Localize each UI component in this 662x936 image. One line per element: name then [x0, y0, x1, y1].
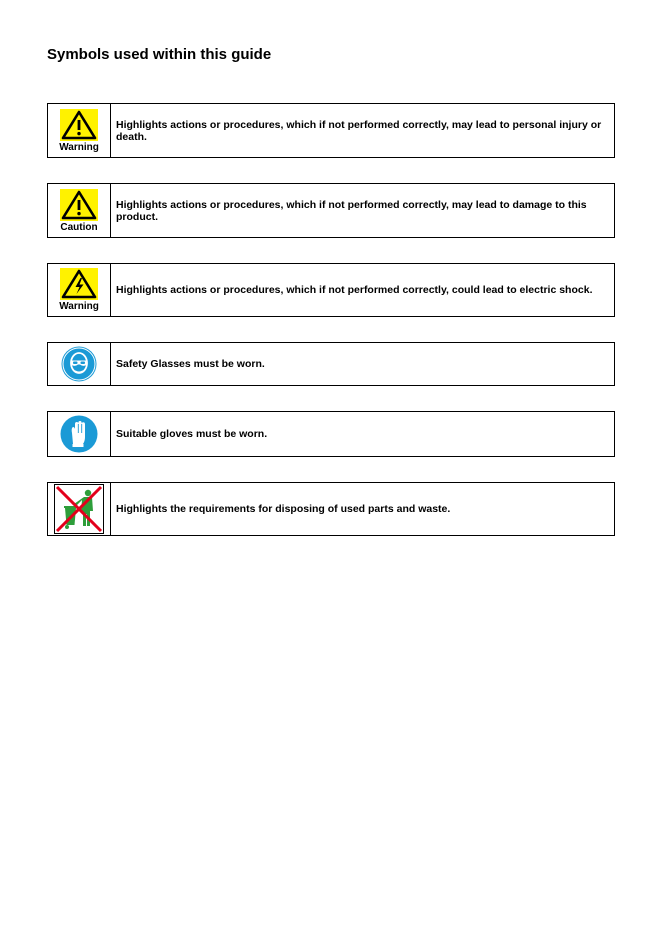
symbol-row-electric: [47, 263, 615, 317]
page-title: Symbols used within this guide: [47, 46, 272, 63]
symbol-description: Highlights actions or procedures, which if not performed correctly, could lead to electric shock.: [116, 284, 593, 296]
caution-triangle-icon: [60, 189, 98, 221]
symbol-description: Suitable gloves must be worn.: [116, 428, 268, 440]
symbol-caption: Caution: [60, 221, 98, 233]
symbol-icon-cell: [48, 104, 111, 157]
symbol-icon-cell: [48, 264, 111, 316]
electric-shock-icon: [60, 268, 98, 300]
symbol-icon-cell: [48, 343, 111, 385]
warning-triangle-icon: [60, 109, 98, 141]
symbol-caption: Warning: [59, 301, 99, 312]
symbol-row-gloves: [47, 411, 615, 457]
symbol-description: Safety Glasses must be worn.: [116, 358, 265, 370]
symbol-row-disposal: [47, 482, 615, 536]
symbol-icon-cell: [48, 483, 111, 535]
symbol-description: Highlights actions or procedures, which if not performed correctly, may lead to damage to this product.: [116, 198, 587, 223]
symbol-row-warning: [47, 103, 615, 158]
symbol-row-caution: [47, 183, 615, 238]
symbol-caption: Warning: [59, 141, 99, 153]
symbol-description: Highlights the requirements for disposing of used parts and waste.: [116, 503, 451, 515]
disposal-icon: [54, 484, 104, 534]
symbol-icon-cell: [48, 412, 111, 456]
symbol-description: Highlights actions or procedures, which if not performed correctly, may lead to personal injury or death.: [116, 118, 602, 143]
symbol-icon-cell: [48, 184, 111, 237]
safety-glasses-icon: [61, 346, 97, 382]
symbol-row-safety-glasses: [47, 342, 615, 386]
gloves-icon: [60, 415, 98, 453]
